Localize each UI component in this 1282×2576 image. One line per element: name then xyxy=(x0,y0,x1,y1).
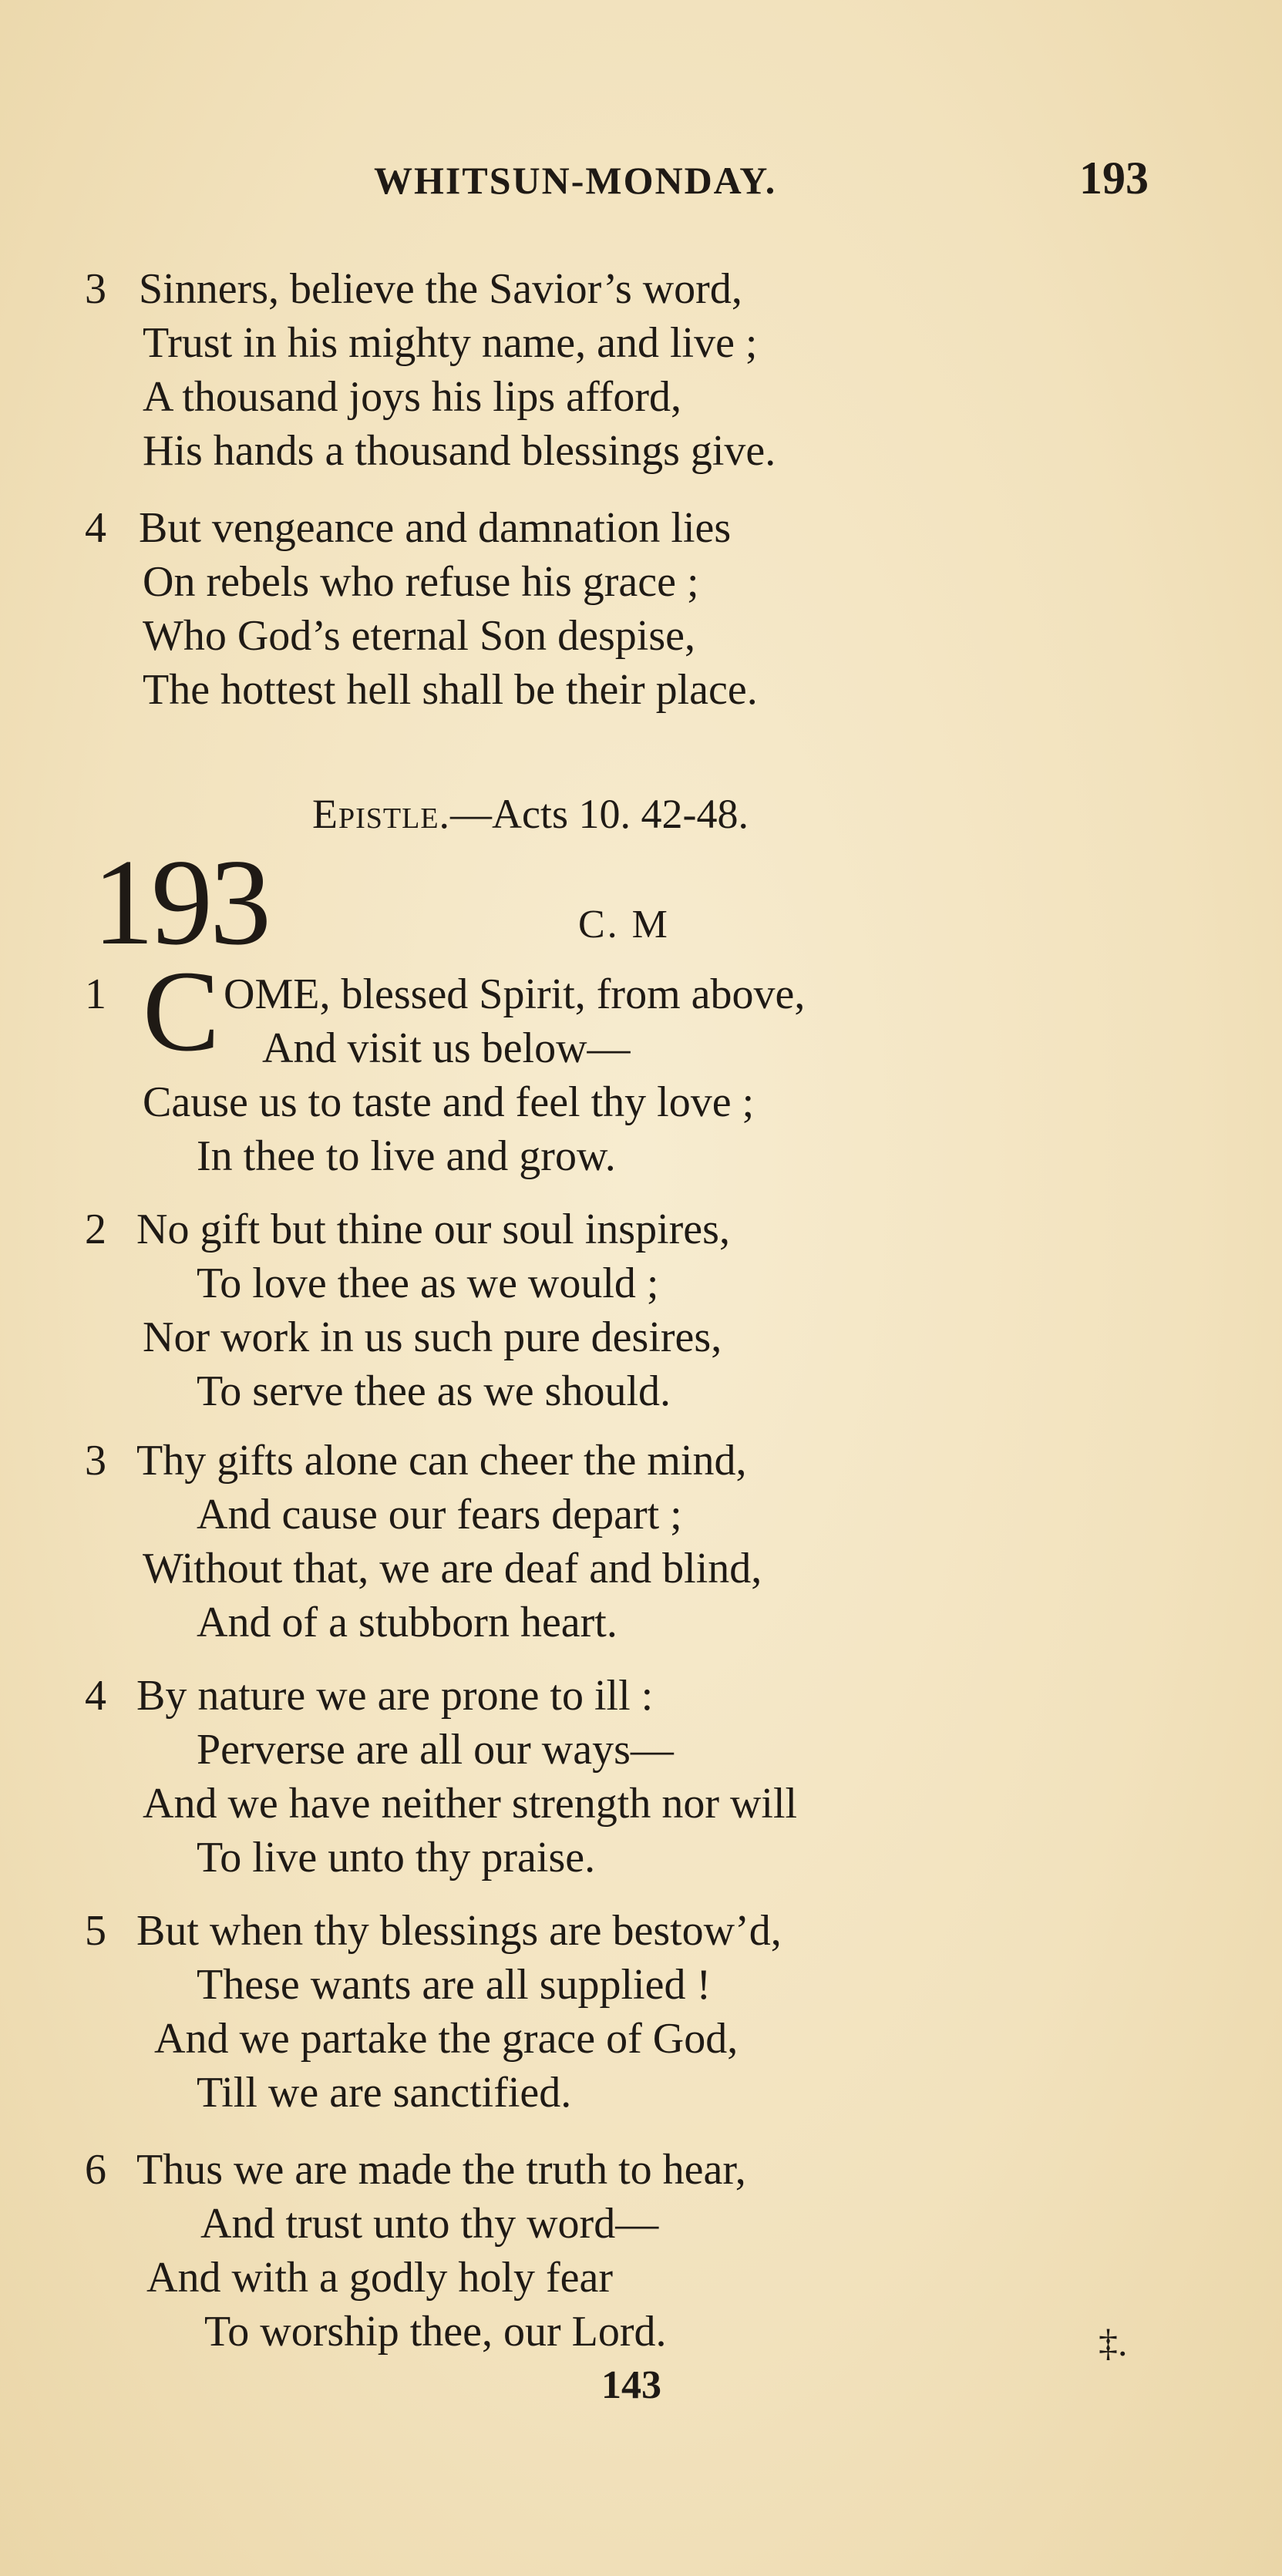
verse-line: On rebels who refuse his grace ; xyxy=(143,558,699,606)
verse-line: OME, blessed Spirit, from above, xyxy=(224,970,806,1018)
verse-line: To live unto thy praise. xyxy=(197,1834,596,1882)
verse-line xyxy=(85,501,758,555)
hymn-number: 193 xyxy=(93,833,268,970)
verse-line: Nor work in us such pure desires, xyxy=(143,1313,722,1361)
verse-block xyxy=(85,2143,746,2359)
verse-text: No gift but thine our soul inspires, xyxy=(136,1206,730,1253)
verse-line: A thousand joys his lips afford, xyxy=(143,373,681,421)
verse-line: And we have neither strength nor will xyxy=(143,1780,798,1828)
verse-block xyxy=(85,501,758,717)
verse-text: Thy gifts alone can cheer the mind, xyxy=(136,1437,747,1485)
verse-line: In thee to live and grow. xyxy=(197,1132,616,1180)
verse-block xyxy=(85,1434,762,1650)
verse-line xyxy=(85,1202,730,1256)
epistle-reference: —Acts 10. 42-48. xyxy=(450,791,749,837)
first-verse xyxy=(85,947,1087,1180)
verse-line: And cause our fears depart ; xyxy=(197,1491,682,1539)
verse-line: To worship thee, our Lord. xyxy=(204,2308,667,2356)
verse-line: To serve thee as we should. xyxy=(197,1367,671,1415)
verse-number: 2 xyxy=(85,1206,106,1253)
verse-number: 3 xyxy=(85,1437,106,1485)
epistle-label: Epistle. xyxy=(312,791,451,837)
verse-text: Sinners, believe the Savior’s word, xyxy=(139,265,742,313)
drop-cap: C xyxy=(143,947,220,1075)
verse-number: 6 xyxy=(85,2146,106,2194)
page-header xyxy=(0,153,1282,212)
verse-line: And trust unto thy word— xyxy=(200,2200,659,2248)
verse-number: 3 xyxy=(85,265,106,313)
epistle-heading xyxy=(312,790,749,838)
verse-number: 4 xyxy=(85,1672,106,1720)
verse-line: To love thee as we would ; xyxy=(197,1259,659,1307)
verse-number: 1 xyxy=(85,970,106,1018)
end-mark: ‡. xyxy=(1099,2321,1128,2364)
verse-line: And visit us below— xyxy=(262,1024,631,1072)
verse-line xyxy=(85,1669,797,1723)
verse-line xyxy=(85,262,776,316)
verse-text: Thus we are made the truth to hear, xyxy=(136,2146,746,2194)
verse-block xyxy=(85,262,776,478)
verse-block xyxy=(85,1669,797,1885)
verse-line: Who God’s eternal Son despise, xyxy=(143,612,695,660)
verse-line: And of a stubborn heart. xyxy=(197,1599,617,1646)
verse-text: But when thy blessings are bestow’d, xyxy=(136,1907,782,1955)
verse-line: These wants are all supplied ! xyxy=(197,1961,712,2009)
verse-text: By nature we are prone to ill : xyxy=(136,1672,654,1720)
verse-line: Till we are sanctified. xyxy=(197,2069,572,2117)
verse-block xyxy=(85,1904,782,2120)
page-number: 193 xyxy=(1079,153,1149,203)
verse-line xyxy=(85,1434,762,1488)
verse-block xyxy=(85,1202,730,1418)
verse-line: Perverse are all our ways— xyxy=(197,1726,674,1774)
verse-text: But vengeance and damnation lies xyxy=(139,504,732,552)
verse-line: And with a godly holy fear xyxy=(146,2254,613,2302)
running-head: WHITSUN-MONDAY. xyxy=(374,159,777,202)
verse-line: And we partake the grace of God, xyxy=(154,2015,739,2063)
verse-line: His hands a thousand blessings give. xyxy=(143,427,776,475)
signature-mark: 143 xyxy=(601,2363,661,2407)
verse-number: 4 xyxy=(85,504,106,552)
verse-line xyxy=(85,2143,746,2197)
hymn-meter: C. M xyxy=(578,903,670,947)
verse-line: Without that, we are deaf and blind, xyxy=(143,1545,762,1592)
verse-line xyxy=(85,1904,782,1958)
verse-number: 5 xyxy=(85,1907,106,1955)
verse-line: The hottest hell shall be their place. xyxy=(143,666,758,714)
verse-line: Cause us to taste and feel thy love ; xyxy=(143,1078,755,1126)
verse-line: Trust in his mighty name, and live ; xyxy=(143,319,758,367)
